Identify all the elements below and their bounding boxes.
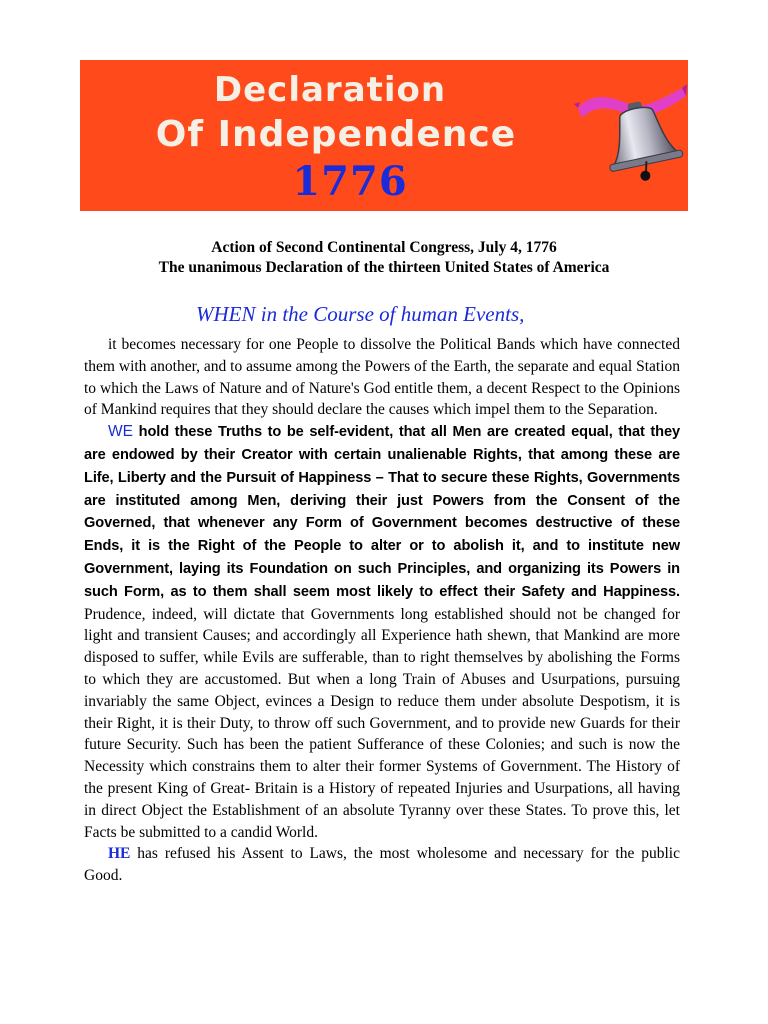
paragraph-3-text: has refused his Assent to Laws, the most wholesome and necessary for the public Good.: [84, 845, 680, 885]
header-line2: The unanimous Declaration of the thirteen United States of America: [158, 259, 610, 276]
title-banner: [80, 60, 688, 211]
paragraph-2: [84, 421, 680, 843]
banner-year: 1776: [292, 158, 408, 205]
paragraph-1-text: it becomes necessary for one People to dissolve the Political Bands which have connected them with another, and to assume among the Powers of the Earth, the separate and equal Station to which the Laws of Nature and of Nature's God entitle them, a decent Respect to the Opinions of Mankind requires that they should declare the causes which impel them to the Separation.: [84, 336, 680, 419]
header-line1: Action of Second Continental Congress, July 4, 1776: [211, 239, 557, 256]
paragraph-2-lead: WE: [108, 423, 133, 441]
banner-title-line2: Of Independence: [155, 114, 517, 155]
paragraph-3: [84, 843, 680, 887]
banner-title-line1: Declaration: [213, 70, 447, 110]
opening-phrase: WHEN in the Course of human Events,: [196, 302, 525, 326]
paragraph-2-text: Prudence, indeed, will dictate that Governments long established should not be changed for light and transient Causes; and accordingly all Experience hath shewn, that Mankind are more disposed to suffer, while Evils are sufferable, than to right themselves by abolishing the Forms to which they are accustomed. But when a long Train of Abuses and Usurpations, pursuing invariably the same Object, evinces a Design to reduce them under absolute Despotism, it is their Right, it is their Duty, to throw off such Government, and to provide new Guards for their future Security. Such has been the patient Sufferance of these Colonies; and such is now the Necessity which constrains them to alter their former Systems of Government. The History of the present King of Great- Britain is a History of repeated Injuries and Usurpations, all having in direct Object the Establishment of an absolute Tyranny over these States. To prove this, let Facts be submitted to a candid World.: [84, 605, 680, 841]
paragraph-3-lead: HE: [108, 845, 131, 863]
document-header: [40, 238, 728, 278]
paragraph-2-bold-text: hold these Truths to be self-evident, that all Men are created equal, that they are endowed by their Creator with certain unalienable Rights, that among these are Life, Liberty and the Pursuit of Happiness – That to secure these Rights, Governments are instituted among Men, deriving their just Powers from the Consent of the Governed, that whenever any Form of Government becomes destructive of these Ends, it is the Right of the People to alter or to abolish it, and to institute new Government, laying its Foundation on such Principles, and organizing its Powers in such Form, as to them shall seem most likely to effect their Safety and Happiness.: [84, 424, 680, 600]
declaration-body: [84, 334, 680, 887]
paragraph-1: [84, 334, 680, 421]
liberty-bell-icon: [570, 74, 688, 184]
